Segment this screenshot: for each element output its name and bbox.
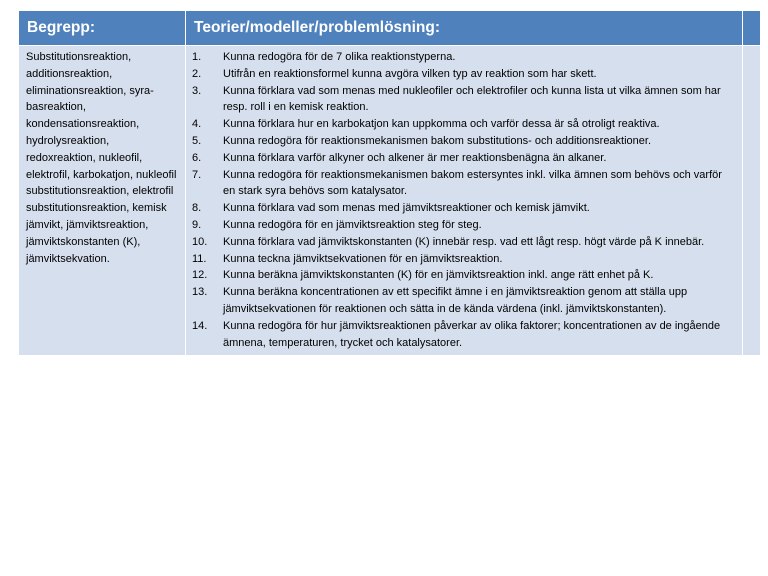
list-item <box>192 66 736 83</box>
list-item-number: 10. <box>192 235 208 248</box>
list-item <box>192 200 736 217</box>
list-item-text: Kunna teckna jämviktsekvationen för en jämviktsreaktion. <box>223 252 503 265</box>
list-item-number: 3. <box>192 84 202 97</box>
header-empty <box>743 11 761 46</box>
list-item-text: Kunna förklara hur en karbokatjon kan uppkomma och varför dessa är så otroligt reaktiva. <box>223 118 660 131</box>
empty-cell <box>743 46 761 356</box>
list-item-text: Kunna beräkna jämviktskonstanten (K) för en jämviktsreaktion inkl. ange rätt enhet på K. <box>223 269 654 282</box>
content-row <box>19 46 761 356</box>
items-cell <box>186 46 743 356</box>
header-begrepp: Begrepp: <box>19 11 186 46</box>
list-item <box>192 150 736 167</box>
list-item <box>192 217 736 234</box>
list-item-text: Kunna förklara vad som menas med jämviktsreaktioner och kemisk jämvikt. <box>223 202 590 215</box>
list-item-text: Kunna redogöra för reaktionsmekanismen bakom substitutions- och additionsreaktioner. <box>223 134 652 147</box>
list-item-text: Kunna redogöra för en jämviktsreaktion steg för steg. <box>223 218 482 231</box>
list-item-text: Kunna förklara vad jämviktskonstanten (K) innebär resp. vad ett lågt resp. högt värde på K innebär. <box>223 235 705 248</box>
list-item-number: 6. <box>192 151 202 164</box>
list-item-text: Kunna förklara varför alkyner och alkener är mer reaktionsbenägna än alkaner. <box>223 151 607 164</box>
list-item-text: Kunna förklara vad som menas med nukleofiler och elektrofiler och kunna lista ut vilka ämnen som har resp. roll i en kemisk reaktion. <box>223 84 721 114</box>
list-item-number: 14. <box>192 319 208 332</box>
list-item-number: 9. <box>192 218 202 231</box>
list-item-number: 13. <box>192 286 208 299</box>
list-item <box>192 167 736 201</box>
terms-cell: Substitutionsreaktion, additionsreaktion, eliminationsreaktion, syra-basreaktion, kondensationsreaktion, hydrolysreaktion, redoxreaktion, nukleofil, elektrofil, karbokatjon, nukleofil substitutionsreaktion, elektrofil substitutionsreaktion, kemisk jämvikt, jämviktsreaktion, jämviktskonstanten (K), jämviktsekvation. <box>19 46 186 356</box>
list-item-number: 11. <box>192 252 207 265</box>
list-item-number: 4. <box>192 118 202 131</box>
curriculum-table <box>18 10 761 356</box>
item-list <box>192 49 736 351</box>
list-item-text: Kunna redogöra för hur jämviktsreaktionen påverkar av olika faktorer; koncentrationen av de ingående ämnena, temperaturen, trycket och katalysatorer. <box>223 319 721 349</box>
list-item-number: 2. <box>192 67 202 80</box>
header-row <box>19 11 761 46</box>
header-teorier: Teorier/modeller/problemlösning: <box>186 11 743 46</box>
list-item <box>192 133 736 150</box>
list-item <box>192 318 736 352</box>
list-item-text: Kunna redogöra för reaktionsmekanismen bakom estersyntes inkl. vilka ämnen som behövs och varför en stark syra behövs som katalysator. <box>223 168 722 198</box>
list-item-text: Kunna beräkna koncentrationen av ett specifikt ämne i en jämviktsreaktion genom att ställa upp jämviktsekvationen för reaktionen och sätta in de kända värdena (inkl. jämviktskonstanten). <box>223 286 688 315</box>
list-item <box>192 234 736 251</box>
list-item <box>192 49 736 66</box>
list-item-number: 5. <box>192 134 202 147</box>
list-item-number: 8. <box>192 202 202 215</box>
list-item <box>192 116 736 133</box>
list-item <box>192 284 736 318</box>
list-item-number: 7. <box>192 168 202 181</box>
list-item-number: 1. <box>192 51 202 63</box>
list-item <box>192 267 736 284</box>
list-item-text: Utifrån en reaktionsformel kunna avgöra vilken typ av reaktion som har skett. <box>223 67 597 80</box>
list-item-number: 12. <box>192 269 208 282</box>
list-item <box>192 251 736 268</box>
list-item-text: Kunna redogöra för de 7 olika reaktionstyperna. <box>223 51 456 63</box>
list-item <box>192 83 736 117</box>
